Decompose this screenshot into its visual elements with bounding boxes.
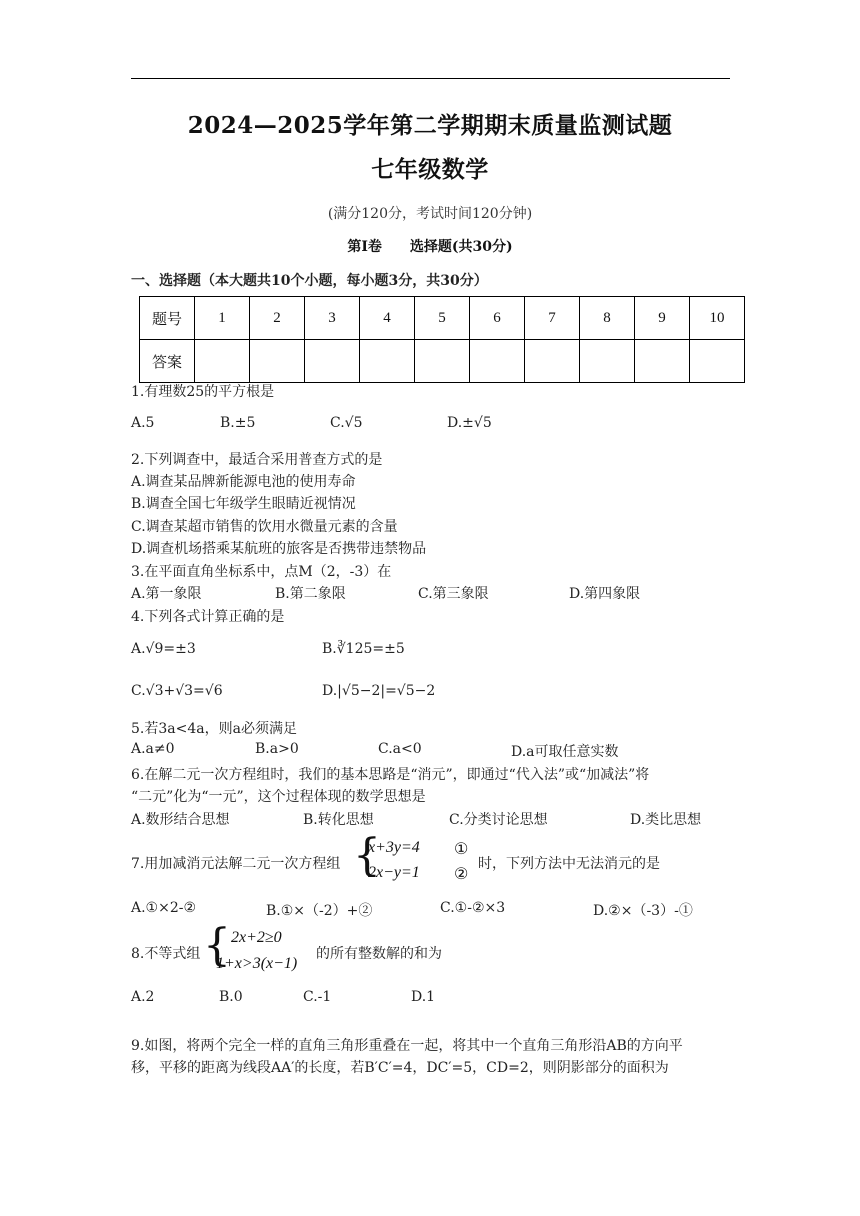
answer-table <box>139 296 745 383</box>
q9-line2: 移，平移的距离为线段AA′的长度，若B′C′=4，DC′=5，CD=2，则阴影部分的面积为 <box>131 1060 669 1076</box>
answer-table-number-row <box>140 297 745 340</box>
q8-brace: { <box>203 920 231 971</box>
q8-stem-pre: 8.不等式组 <box>131 946 201 962</box>
answer-cell[interactable] <box>580 340 635 383</box>
q7-mark-2: ② <box>454 866 469 883</box>
q7-brace: { <box>353 830 381 881</box>
q6-option-a: A.数形结合思想 <box>131 812 230 828</box>
answer-cell[interactable] <box>195 340 250 383</box>
q4-option-a: A.√9=±3 <box>131 641 196 657</box>
q3-option-a: A.第一象限 <box>131 586 202 602</box>
answer-table-answer-row <box>140 340 745 383</box>
exam-note: (满分120分，考试时间120分钟) <box>327 206 533 222</box>
q5-stem: 5.若3a<4a，则a必须满足 <box>131 721 297 737</box>
q3-option-c: C.第三象限 <box>418 586 489 602</box>
q2-option-d: D.调查机场搭乘某航班的旅客是否携带违禁物品 <box>131 541 427 557</box>
q1-stem: 1.有理数25的平方根是 <box>131 384 275 400</box>
top-rule <box>131 78 730 79</box>
q1-option-d: D.±√5 <box>447 415 492 431</box>
answer-table-header: 题号 <box>140 297 195 340</box>
answer-cell[interactable] <box>250 340 305 383</box>
q3-option-d: D.第四象限 <box>569 586 641 602</box>
q1-option-b: B.±5 <box>220 415 256 431</box>
q2-option-a: A.调查某品牌新能源电池的使用寿命 <box>131 474 356 490</box>
answer-table-number: 2 <box>250 297 305 340</box>
q2-option-b: B.调查全国七年级学生眼睛近视情况 <box>131 496 356 512</box>
q7-equation-1: x+3y=4 <box>368 839 420 856</box>
answer-cell[interactable] <box>470 340 525 383</box>
q5-option-a: A.a≠0 <box>131 741 175 757</box>
answer-cell[interactable] <box>305 340 360 383</box>
q8-option-d: D.1 <box>411 989 436 1005</box>
q2-stem: 2.下列调查中，最适合采用普查方式的是 <box>131 452 383 468</box>
answer-cell[interactable] <box>635 340 690 383</box>
answer-cell[interactable] <box>690 340 745 383</box>
part1-heading: 一、选择题（本大题共10个小题，每小题3分，共30分） <box>131 273 488 289</box>
q2-option-c: C.调查某超市销售的饮用水微量元素的含量 <box>131 519 398 535</box>
exam-subject: 七年级数学 <box>371 156 489 183</box>
q7-option-c: C.①-②×3 <box>440 900 506 916</box>
answer-cell[interactable] <box>525 340 580 383</box>
answer-table-number: 9 <box>635 297 690 340</box>
q8-inequality-1: 2x+2≥0 <box>231 929 282 946</box>
q7-stem-pre: 7.用加减消元法解二元一次方程组 <box>131 856 341 872</box>
answer-table-number: 3 <box>305 297 360 340</box>
answer-table-number: 4 <box>360 297 415 340</box>
q8-option-a: A.2 <box>131 989 155 1005</box>
q7-mark-1: ① <box>454 841 469 858</box>
q5-option-c: C.a<0 <box>378 741 422 757</box>
q3-stem: 3.在平面直角坐标系中，点M（2，-3）在 <box>131 564 392 580</box>
section-heading: 第Ⅰ卷 选择题(共30分) <box>347 239 513 255</box>
q5-option-d: D.a可取任意实数 <box>511 744 619 760</box>
q6-option-d: D.类比思想 <box>630 812 702 828</box>
q6-option-b: B.转化思想 <box>303 812 374 828</box>
q4-stem: 4.下列各式计算正确的是 <box>131 609 285 625</box>
q5-option-b: B.a>0 <box>255 741 299 757</box>
answer-table-number: 1 <box>195 297 250 340</box>
answer-table-number: 7 <box>525 297 580 340</box>
answer-cell[interactable] <box>415 340 470 383</box>
q8-stem-post: 的所有整数解的和为 <box>316 946 442 962</box>
exam-title: 2024—2025学年第二学期期末质量监测试题 <box>187 112 673 139</box>
q7-equation-2: 2x−y=1 <box>368 864 420 881</box>
q8-option-b: B.0 <box>219 989 243 1005</box>
q8-option-c: C.-1 <box>303 989 332 1005</box>
answer-cell[interactable] <box>360 340 415 383</box>
q6-line2: “二元”化为“一元”，这个过程体现的数学思想是 <box>131 789 426 805</box>
q6-line1: 6.在解二元一次方程组时，我们的基本思路是“消元”，即通过“代入法”或“加减法”将 <box>131 767 650 783</box>
q6-option-c: C.分类讨论思想 <box>449 812 548 828</box>
q7-option-d: D.②×（-3）-① <box>593 903 693 919</box>
answer-table-answer-label: 答案 <box>140 340 195 383</box>
q1-option-a: A.5 <box>131 415 155 431</box>
q7-stem-post: 时，下列方法中无法消元的是 <box>478 856 660 872</box>
q1-option-c: C.√5 <box>330 415 363 431</box>
q7-option-a: A.①×2-② <box>131 900 197 916</box>
q8-inequality-2: 1+x>3(x−1) <box>216 955 298 972</box>
q4-option-c: C.√3+√3=√6 <box>131 683 223 699</box>
answer-table-number: 8 <box>580 297 635 340</box>
q7-option-b: B.①×（-2）+② <box>266 903 373 919</box>
q4-option-b: B.∛125=±5 <box>322 641 405 657</box>
answer-table-number: 10 <box>690 297 745 340</box>
q4-option-d: D.|√5−2|=√5−2 <box>322 683 436 699</box>
answer-table-number: 6 <box>470 297 525 340</box>
q9-line1: 9.如图，将两个完全一样的直角三角形重叠在一起，将其中一个直角三角形沿AB的方向平 <box>131 1038 683 1054</box>
q3-option-b: B.第二象限 <box>275 586 346 602</box>
answer-table-number: 5 <box>415 297 470 340</box>
